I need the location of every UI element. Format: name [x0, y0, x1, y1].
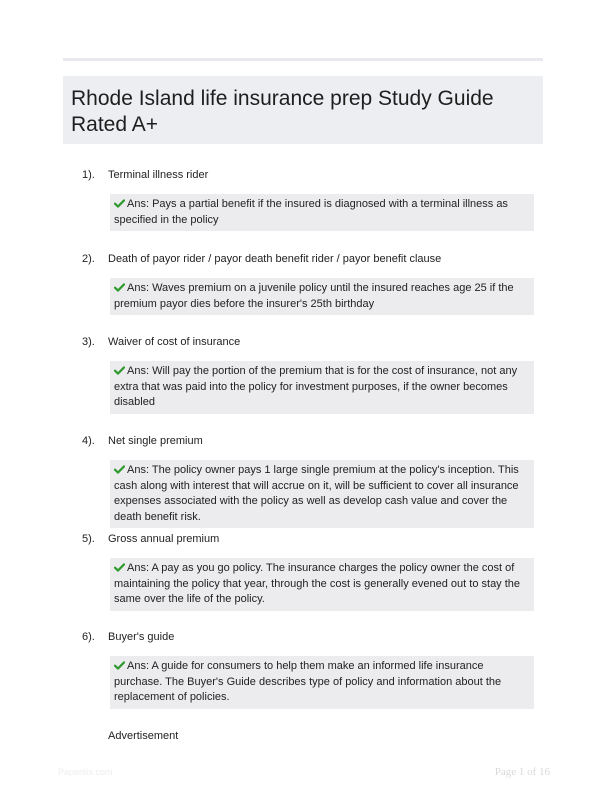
- question-text: Gross annual premium: [108, 533, 220, 545]
- answer-prefix: Ans:: [127, 365, 150, 377]
- answer-box: [110, 460, 534, 528]
- check-icon: [114, 199, 125, 208]
- answer-text: A pay as you go policy. The insurance charges the policy owner the cost of maintaining the policy that year, through the cost is generally evened out to stay the same over the life of the policy.: [114, 562, 521, 605]
- footer-watermark: Paperlibi.com: [58, 767, 113, 777]
- check-icon: [114, 661, 125, 670]
- answer-box: [110, 558, 534, 611]
- answer-box: [110, 194, 534, 231]
- answer-text: Waves premium on a juvenile policy until the insured reaches age 25 if the premium payor dies before the insurer's 25th birthday: [114, 282, 514, 310]
- document-title: Rhode Island life insurance prep Study Guide Rated A+: [71, 87, 494, 136]
- answer-text: A guide for consumers to help them make an informed life insurance purchase. The Buyer's Guide describes type of policy and information about the replacement of policies.: [114, 660, 502, 703]
- check-icon: [114, 366, 125, 375]
- question-text: Death of payor rider / payor death benefit rider / payor benefit clause: [108, 253, 442, 265]
- question-number: 1).: [82, 169, 95, 181]
- answer-box: [110, 656, 534, 709]
- question-number: 4).: [82, 435, 95, 447]
- check-icon: [114, 465, 125, 474]
- check-icon: [114, 563, 125, 572]
- answer-prefix: Ans:: [127, 660, 150, 672]
- question-text: Terminal illness rider: [108, 169, 209, 181]
- answer-box: [110, 278, 534, 315]
- answer-text: Pays a partial benefit if the insured is diagnosed with a terminal illness as specified in the policy: [114, 198, 508, 226]
- answer-box: [110, 361, 534, 414]
- question-number: 2).: [82, 253, 95, 265]
- answer-prefix: Ans:: [127, 464, 150, 476]
- question-number: 3).: [82, 336, 95, 348]
- question-number: 5).: [82, 533, 95, 545]
- answer-prefix: Ans:: [127, 282, 150, 294]
- answer-prefix: Ans:: [127, 562, 150, 574]
- advertisement-label: Advertisement: [108, 730, 179, 742]
- question-text: Net single premium: [108, 435, 203, 447]
- top-divider: [63, 58, 543, 61]
- question-number: 6).: [82, 631, 95, 643]
- title-banner: [63, 76, 543, 144]
- answer-text: Will pay the portion of the premium that is for the cost of insurance, not any extra that was paid into the policy for investment purposes, if the owner becomes disabled: [114, 365, 518, 408]
- answer-prefix: Ans:: [127, 198, 150, 210]
- question-text: Waiver of cost of insurance: [108, 336, 241, 348]
- answer-text: The policy owner pays 1 large single premium at the policy's inception. This cash along with interest that will accrue on it, will be sufficient to cover all insurance expenses associated with the policy as well as develop cash value and cover the death benefit risk.: [114, 464, 519, 523]
- question-text: Buyer's guide: [108, 631, 175, 643]
- page-indicator: Page 1 of 16: [494, 766, 550, 778]
- check-icon: [114, 283, 125, 292]
